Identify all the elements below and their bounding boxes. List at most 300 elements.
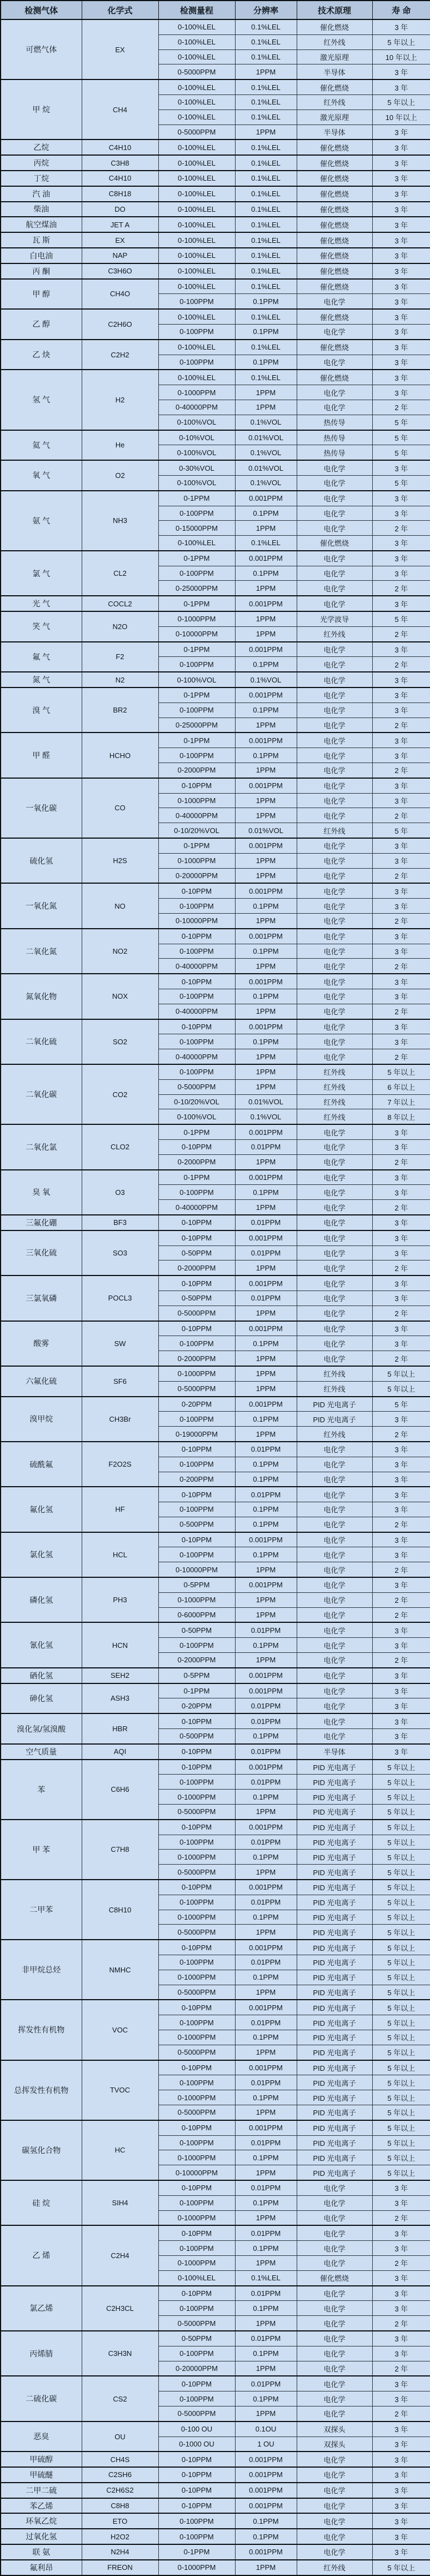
formula-cell: FREON <box>82 2560 158 2575</box>
lifespan-cell: 5 年 <box>372 611 430 626</box>
resolution-cell: 1PPM <box>235 1427 297 1442</box>
principle-cell: 半导体 <box>297 1744 372 1760</box>
gas-name-cell: 氨 气 <box>1 491 82 551</box>
resolution-cell: 0.1PPM <box>235 899 297 914</box>
resolution-cell: 0.001PPM <box>235 974 297 989</box>
lifespan-cell: 3 年 <box>372 1412 430 1427</box>
range-cell: 0-1000PPM <box>158 385 235 400</box>
gas-name-cell: 氢 气 <box>1 370 82 430</box>
resolution-cell: 0.1PPM <box>235 2241 297 2256</box>
range-cell: 0-10/20%VOL <box>158 1094 235 1109</box>
lifespan-cell: 2 年 <box>372 2406 430 2421</box>
range-cell: 0-1000PPM <box>158 2560 235 2575</box>
range-cell: 0-2000PPM <box>158 1260 235 1275</box>
principle-cell: 电化学 <box>297 687 372 702</box>
lifespan-cell: 5 年 <box>372 430 430 445</box>
resolution-cell: 0.1%VOL <box>235 415 297 430</box>
resolution-cell: 1PPM <box>235 718 297 733</box>
table-row <box>1 687 430 702</box>
range-cell: 0-100PPM <box>158 1185 235 1200</box>
range-cell: 0-10PPM <box>158 929 235 944</box>
principle-cell: 电化学 <box>297 1638 372 1653</box>
lifespan-cell: 3 年 <box>372 2225 430 2240</box>
resolution-cell: 0.01PPM <box>235 1291 297 1306</box>
lifespan-cell: 3 年 <box>372 596 430 611</box>
principle-cell: 电化学 <box>297 1562 372 1577</box>
range-cell: 0-100PPM <box>158 1775 235 1790</box>
lifespan-cell: 3 年 <box>372 1291 430 1306</box>
principle-cell: 红外线 <box>297 1381 372 1396</box>
table-row <box>1 929 430 944</box>
principle-cell: 电化学 <box>297 324 372 339</box>
table-row <box>1 248 430 263</box>
lifespan-cell: 3 年 <box>372 551 430 566</box>
range-cell: 0-100PPM <box>158 1064 235 1079</box>
resolution-cell: 0.01PPM <box>235 1744 297 1760</box>
table-row <box>1 2452 430 2467</box>
range-cell: 0-15000PPM <box>158 521 235 536</box>
range-cell: 0-10000PPM <box>158 2165 235 2180</box>
range-cell: 0-100PPM <box>158 2391 235 2406</box>
principle-cell: 催化燃烧 <box>297 340 372 355</box>
principle-cell: 红外线 <box>297 1094 372 1109</box>
principle-cell: 电化学 <box>297 2301 372 2316</box>
resolution-cell: 0.1%LEL <box>235 263 297 279</box>
principle-cell: 电化学 <box>297 2391 372 2406</box>
formula-cell: CS2 <box>82 2376 158 2421</box>
lifespan-cell: 2 年 <box>372 1049 430 1064</box>
resolution-cell: 1PPM <box>235 2560 297 2575</box>
formula-cell: EX <box>82 19 158 79</box>
range-cell: 0-100%LEL <box>158 34 235 49</box>
principle-cell: 催化燃烧 <box>297 186 372 202</box>
principle-cell: PID 光电离子 <box>297 1397 372 1412</box>
formula-cell: N2H4 <box>82 2544 158 2560</box>
table-row <box>1 2286 430 2301</box>
formula-cell: C4H10 <box>82 139 158 155</box>
range-cell: 0-30%VOL <box>158 460 235 475</box>
principle-cell: 电化学 <box>297 1668 372 1683</box>
resolution-cell: 1PPM <box>235 64 297 79</box>
principle-cell: 红外线 <box>297 1427 372 1442</box>
gas-name-cell: 总挥发性有机物 <box>1 2060 82 2120</box>
lifespan-cell: 3 年 <box>372 1577 430 1592</box>
resolution-cell: 0.001PPM <box>235 2000 297 2015</box>
lifespan-cell: 3 年 <box>372 2483 430 2498</box>
resolution-cell: 0.1%LEL <box>235 536 297 551</box>
resolution-cell: 0.1%LEL <box>235 186 297 202</box>
principle-cell: 电化学 <box>297 642 372 657</box>
table-row <box>1 2421 430 2437</box>
lifespan-cell: 3 年 <box>372 460 430 475</box>
principle-cell: 电化学 <box>297 2498 372 2514</box>
resolution-cell: 0.01PPM <box>235 2376 297 2391</box>
table-row <box>1 217 430 232</box>
resolution-cell: 1PPM <box>235 1351 297 1366</box>
resolution-cell: 1PPM <box>235 2045 297 2060</box>
principle-cell: 红外线 <box>297 1079 372 1094</box>
range-cell: 0-10PPM <box>158 1940 235 1955</box>
gas-name-cell: 甲 苯 <box>1 1820 82 1880</box>
range-cell: 0-100PPM <box>158 1955 235 1970</box>
lifespan-cell: 3 年 <box>372 1638 430 1653</box>
lifespan-cell: 3 年 <box>372 733 430 748</box>
resolution-cell: 1PPM <box>235 959 297 974</box>
principle-cell: 电化学 <box>297 1729 372 1744</box>
formula-cell: C2H4 <box>82 2225 158 2285</box>
range-cell: 0-5000PPM <box>158 2105 235 2120</box>
principle-cell: 电化学 <box>297 733 372 748</box>
lifespan-cell: 3 年 <box>372 536 430 551</box>
lifespan-cell: 3 年 <box>372 1215 430 1230</box>
lifespan-cell: 3 年 <box>372 1532 430 1547</box>
range-cell: 0-10PPM <box>158 1760 235 1775</box>
lifespan-cell: 3 年 <box>372 1245 430 1260</box>
range-cell: 0-100PPM <box>158 2195 235 2210</box>
principle-cell: 电化学 <box>297 1215 372 1230</box>
gas-name-cell: 六氟化硫 <box>1 1366 82 1397</box>
resolution-cell: 0.01%VOL <box>235 823 297 838</box>
lifespan-cell: 3 年 <box>372 2195 430 2210</box>
gas-name-cell: 二甲苯 <box>1 1880 82 1940</box>
resolution-cell: 1PPM <box>235 2165 297 2180</box>
resolution-cell: 1PPM <box>235 1592 297 1607</box>
lifespan-cell: 5 年以上 <box>372 1805 430 1820</box>
lifespan-cell: 2 年 <box>372 1427 430 1442</box>
gas-name-cell: 硅 烷 <box>1 2180 82 2225</box>
gas-name-cell: 氟利昂 <box>1 2560 82 2575</box>
resolution-cell: 0.01PPM <box>235 2286 297 2301</box>
principle-cell: 电化学 <box>297 2316 372 2331</box>
resolution-cell: 0.1PPM <box>235 1790 297 1805</box>
lifespan-cell: 2 年 <box>372 400 430 415</box>
resolution-cell: 0.001PPM <box>235 733 297 748</box>
lifespan-cell: 5 年 <box>372 1397 430 1412</box>
lifespan-cell: 3 年 <box>372 1230 430 1245</box>
resolution-cell: 1PPM <box>235 1607 297 1622</box>
lifespan-cell: 5 年以上 <box>372 1910 430 1925</box>
range-cell: 0-100%LEL <box>158 2270 235 2285</box>
principle-cell: 催化燃烧 <box>297 263 372 279</box>
lifespan-cell: 3 年 <box>372 2301 430 2316</box>
resolution-cell: 1PPM <box>235 2316 297 2331</box>
lifespan-cell: 3 年 <box>372 340 430 355</box>
formula-cell: C8H8 <box>82 2498 158 2514</box>
range-cell: 0-100%LEL <box>158 171 235 186</box>
gas-name-cell: 酸雾 <box>1 1321 82 1366</box>
principle-cell: 电化学 <box>297 1622 372 1637</box>
formula-cell: C2H3CL <box>82 2286 158 2331</box>
table-row <box>1 2000 430 2015</box>
formula-cell: OU <box>82 2421 158 2452</box>
range-cell: 0-10PPM <box>158 1139 235 1154</box>
lifespan-cell: 3 年 <box>372 1275 430 1291</box>
range-cell: 0-100PPM <box>158 1502 235 1517</box>
formula-cell: C7H8 <box>82 1820 158 1880</box>
range-cell: 0-10PPM <box>158 1713 235 1728</box>
resolution-cell: 0.1%LEL <box>235 171 297 186</box>
lifespan-cell: 3 年 <box>372 202 430 217</box>
resolution-cell: 0.1PPM <box>235 1472 297 1487</box>
lifespan-cell: 3 年 <box>372 2286 430 2301</box>
principle-cell: PID 光电离子 <box>297 1895 372 1910</box>
resolution-cell: 1PPM <box>235 2210 297 2225</box>
gas-name-cell: 甲硫醇 <box>1 2452 82 2467</box>
lifespan-cell: 5 年以上 <box>372 1925 430 1940</box>
resolution-cell: 0.01PPM <box>235 2225 297 2240</box>
principle-cell: 电化学 <box>297 2529 372 2544</box>
table-row <box>1 1683 430 1698</box>
table-row <box>1 491 430 506</box>
table-row <box>1 2560 430 2575</box>
table-row <box>1 2498 430 2514</box>
lifespan-cell: 3 年 <box>372 672 430 687</box>
principle-cell: 红外线 <box>297 34 372 49</box>
gas-name-cell: 乙 炔 <box>1 340 82 370</box>
lifespan-cell: 3 年 <box>372 171 430 186</box>
table-row <box>1 1170 430 1185</box>
resolution-cell: 0.001PPM <box>235 883 297 898</box>
lifespan-cell: 3 年 <box>372 899 430 914</box>
resolution-cell: 0.001PPM <box>235 1760 297 1775</box>
table-row <box>1 340 430 355</box>
range-cell: 0-10PPM <box>158 2483 235 2498</box>
range-cell: 0-100%VOL <box>158 1109 235 1124</box>
range-cell: 0-100%VOL <box>158 445 235 460</box>
range-cell: 0-100PPM <box>158 2135 235 2150</box>
range-cell: 0-1000PPM <box>158 1970 235 1985</box>
range-cell: 0-100PPM <box>158 1412 235 1427</box>
resolution-cell: 0.001PPM <box>235 687 297 702</box>
range-cell: 0-20000PPM <box>158 2361 235 2376</box>
gas-name-cell: 一氧化碳 <box>1 778 82 838</box>
lifespan-cell: 5 年以上 <box>372 94 430 109</box>
formula-cell: C4H10 <box>82 171 158 186</box>
principle-cell: 电化学 <box>297 1260 372 1275</box>
resolution-cell: 0.001PPM <box>235 551 297 566</box>
resolution-cell: 0.001PPM <box>235 1577 297 1592</box>
resolution-cell: 1PPM <box>235 400 297 415</box>
table-row <box>1 1532 430 1547</box>
range-cell: 0-50PPM <box>158 1245 235 1260</box>
formula-cell: N2 <box>82 672 158 687</box>
gas-name-cell: 环氧乙烷 <box>1 2513 82 2529</box>
range-cell: 0-100PPM <box>158 1547 235 1562</box>
gas-name-cell: 甲 烷 <box>1 79 82 139</box>
range-cell: 0-100PPM <box>158 294 235 309</box>
principle-cell: 红外线 <box>297 2560 372 2575</box>
formula-cell: VOC <box>82 2000 158 2060</box>
range-cell: 0-100PPM <box>158 989 235 1004</box>
gas-name-cell: 甲硫醚 <box>1 2467 82 2483</box>
range-cell: 0-40000PPM <box>158 1004 235 1019</box>
resolution-cell: 0.01PPM <box>235 1895 297 1910</box>
principle-cell: 电化学 <box>297 2467 372 2483</box>
range-cell: 0-5PPM <box>158 1577 235 1592</box>
gas-name-cell: 非甲烷总烃 <box>1 1940 82 2000</box>
range-cell: 0-100%LEL <box>158 370 235 385</box>
range-cell: 0-1000PPM <box>158 611 235 626</box>
gas-name-cell: 可燃气体 <box>1 19 82 79</box>
principle-cell: 热传导 <box>297 415 372 430</box>
principle-cell: 电化学 <box>297 2483 372 2498</box>
resolution-cell: 0.1PPM <box>235 355 297 370</box>
range-cell: 0-100PPM <box>158 1034 235 1049</box>
resolution-cell: 1PPM <box>235 1865 297 1880</box>
principle-cell: 电化学 <box>297 1487 372 1502</box>
resolution-cell: 1PPM <box>235 581 297 596</box>
gas-name-cell: 氮氧化物 <box>1 974 82 1019</box>
principle-cell: 电化学 <box>297 1154 372 1169</box>
range-cell: 0-10PPM <box>158 2180 235 2195</box>
table-row <box>1 1760 430 1775</box>
resolution-cell: 0.01PPM <box>235 2015 297 2030</box>
gas-name-cell: 乙烷 <box>1 139 82 155</box>
principle-cell: 电化学 <box>297 2331 372 2346</box>
table-row <box>1 1744 430 1760</box>
principle-cell: 热传导 <box>297 445 372 460</box>
lifespan-cell: 3 年 <box>372 2467 430 2483</box>
gas-name-cell: 恶臭 <box>1 2421 82 2452</box>
resolution-cell: 0.1PPM <box>235 1034 297 1049</box>
lifespan-cell: 5 年以上 <box>372 1820 430 1835</box>
range-cell: 0-10PPM <box>158 1880 235 1895</box>
range-cell: 0-19000PPM <box>158 1427 235 1442</box>
principle-cell: 红外线 <box>297 1109 372 1124</box>
range-cell: 0-100%LEL <box>158 232 235 248</box>
principle-cell: PID 光电离子 <box>297 1835 372 1850</box>
formula-cell: CH3Br <box>82 1397 158 1442</box>
resolution-cell: 0.01PPM <box>235 1245 297 1260</box>
resolution-cell: 1PPM <box>235 914 297 929</box>
principle-cell: 热传导 <box>297 430 372 445</box>
table-row <box>1 1940 430 1955</box>
lifespan-cell: 3 年 <box>372 217 430 232</box>
range-cell: 0-100%VOL <box>158 415 235 430</box>
principle-cell: 电化学 <box>297 1592 372 1607</box>
range-cell: 0-6000PPM <box>158 1607 235 1622</box>
lifespan-cell: 5 年以上 <box>372 34 430 49</box>
range-cell: 0-1PPM <box>158 1683 235 1698</box>
principle-cell: 电化学 <box>297 2225 372 2240</box>
range-cell: 0-5000PPM <box>158 1381 235 1396</box>
principle-cell: 电化学 <box>297 2286 372 2301</box>
gas-name-cell: 二氧化硫 <box>1 1019 82 1064</box>
lifespan-cell: 2 年 <box>372 581 430 596</box>
principle-cell: 电化学 <box>297 1547 372 1562</box>
gas-name-cell: 空气质量 <box>1 1744 82 1760</box>
principle-cell: PID 光电离子 <box>297 1985 372 2000</box>
resolution-cell: 0.001PPM <box>235 2060 297 2075</box>
lifespan-cell: 5 年以上 <box>372 2030 430 2045</box>
principle-cell: PID 光电离子 <box>297 1790 372 1805</box>
gas-name-cell: 丁烷 <box>1 171 82 186</box>
table-row <box>1 19 430 34</box>
range-cell: 0-2000PPM <box>158 763 235 778</box>
resolution-cell: 0.001PPM <box>235 2452 297 2467</box>
lifespan-cell: 3 年 <box>372 989 430 1004</box>
resolution-cell: 0.001PPM <box>235 1668 297 1683</box>
resolution-cell: 0.1PPM <box>235 506 297 521</box>
resolution-cell: 0.1%VOL <box>235 475 297 490</box>
principle-cell: PID 光电离子 <box>297 1850 372 1865</box>
gas-name-cell: 联 氨 <box>1 2544 82 2560</box>
resolution-cell: 0.1%LEL <box>235 2270 297 2285</box>
principle-cell: 电化学 <box>297 1200 372 1215</box>
lifespan-cell: 3 年 <box>372 139 430 155</box>
principle-cell: PID 光电离子 <box>297 2090 372 2105</box>
resolution-cell: 0.001PPM <box>235 838 297 853</box>
gas-name-cell: 二氧化氯 <box>1 1124 82 1169</box>
formula-cell: HF <box>82 1487 158 1532</box>
lifespan-cell: 5 年以上 <box>372 2165 430 2180</box>
gas-name-cell: 氟化氢 <box>1 1487 82 1532</box>
gas-name-cell: 甲 醇 <box>1 279 82 310</box>
range-cell: 0-40000PPM <box>158 1200 235 1215</box>
table-body <box>1 19 430 2575</box>
lifespan-cell: 2 年 <box>372 1517 430 1532</box>
resolution-cell: 1PPM <box>235 808 297 823</box>
resolution-cell: 0.1%LEL <box>235 34 297 49</box>
resolution-cell: 0.1%LEL <box>235 49 297 64</box>
range-cell: 0-100%LEL <box>158 217 235 232</box>
table-row <box>1 263 430 279</box>
table-row <box>1 838 430 853</box>
principle-cell: 电化学 <box>297 385 372 400</box>
principle-cell: 电化学 <box>297 2195 372 2210</box>
formula-cell: C3H3N <box>82 2331 158 2376</box>
principle-cell: 电化学 <box>297 1306 372 1321</box>
lifespan-cell: 3 年 <box>372 1547 430 1562</box>
formula-cell: HCN <box>82 1622 158 1667</box>
lifespan-cell: 5 年以上 <box>372 2075 430 2090</box>
lifespan-cell: 2 年 <box>372 1351 430 1366</box>
principle-cell: 电化学 <box>297 1698 372 1713</box>
gas-name-cell: 白电油 <box>1 248 82 263</box>
principle-cell: 电化学 <box>297 1230 372 1245</box>
table-row <box>1 430 430 445</box>
lifespan-cell: 3 年 <box>372 1744 430 1760</box>
range-cell: 0-100PPM <box>158 944 235 959</box>
range-cell: 0-100%LEL <box>158 309 235 324</box>
formula-cell: N2O <box>82 611 158 642</box>
lifespan-cell: 5 年 <box>372 415 430 430</box>
range-cell: 0-100%LEL <box>158 279 235 294</box>
formula-cell: BF3 <box>82 1215 158 1230</box>
gas-name-cell: 磷化氢 <box>1 1577 82 1622</box>
range-cell: 0-5000PPM <box>158 1805 235 1820</box>
principle-cell: 电化学 <box>297 899 372 914</box>
range-cell: 0-5000PPM <box>158 2316 235 2331</box>
table-row <box>1 2060 430 2075</box>
range-cell: 0-10PPM <box>158 2286 235 2301</box>
principle-cell: 激光原理 <box>297 109 372 124</box>
range-cell: 0-100PPM <box>158 1336 235 1351</box>
resolution-cell: 0.1%VOL <box>235 445 297 460</box>
table-row <box>1 1275 430 1291</box>
resolution-cell: 0.001PPM <box>235 1124 297 1139</box>
gas-name-cell: 瓦 斯 <box>1 232 82 248</box>
resolution-cell: 0.01PPM <box>235 2135 297 2150</box>
resolution-cell: 0.1PPM <box>235 566 297 581</box>
gas-name-cell: 氦 气 <box>1 430 82 461</box>
principle-cell: 电化学 <box>297 551 372 566</box>
principle-cell: 电化学 <box>297 2241 372 2256</box>
range-cell: 0-10PPM <box>158 1019 235 1034</box>
lifespan-cell: 3 年 <box>372 793 430 808</box>
principle-cell: 电化学 <box>297 657 372 672</box>
resolution-cell: 0.1PPM <box>235 1457 297 1472</box>
